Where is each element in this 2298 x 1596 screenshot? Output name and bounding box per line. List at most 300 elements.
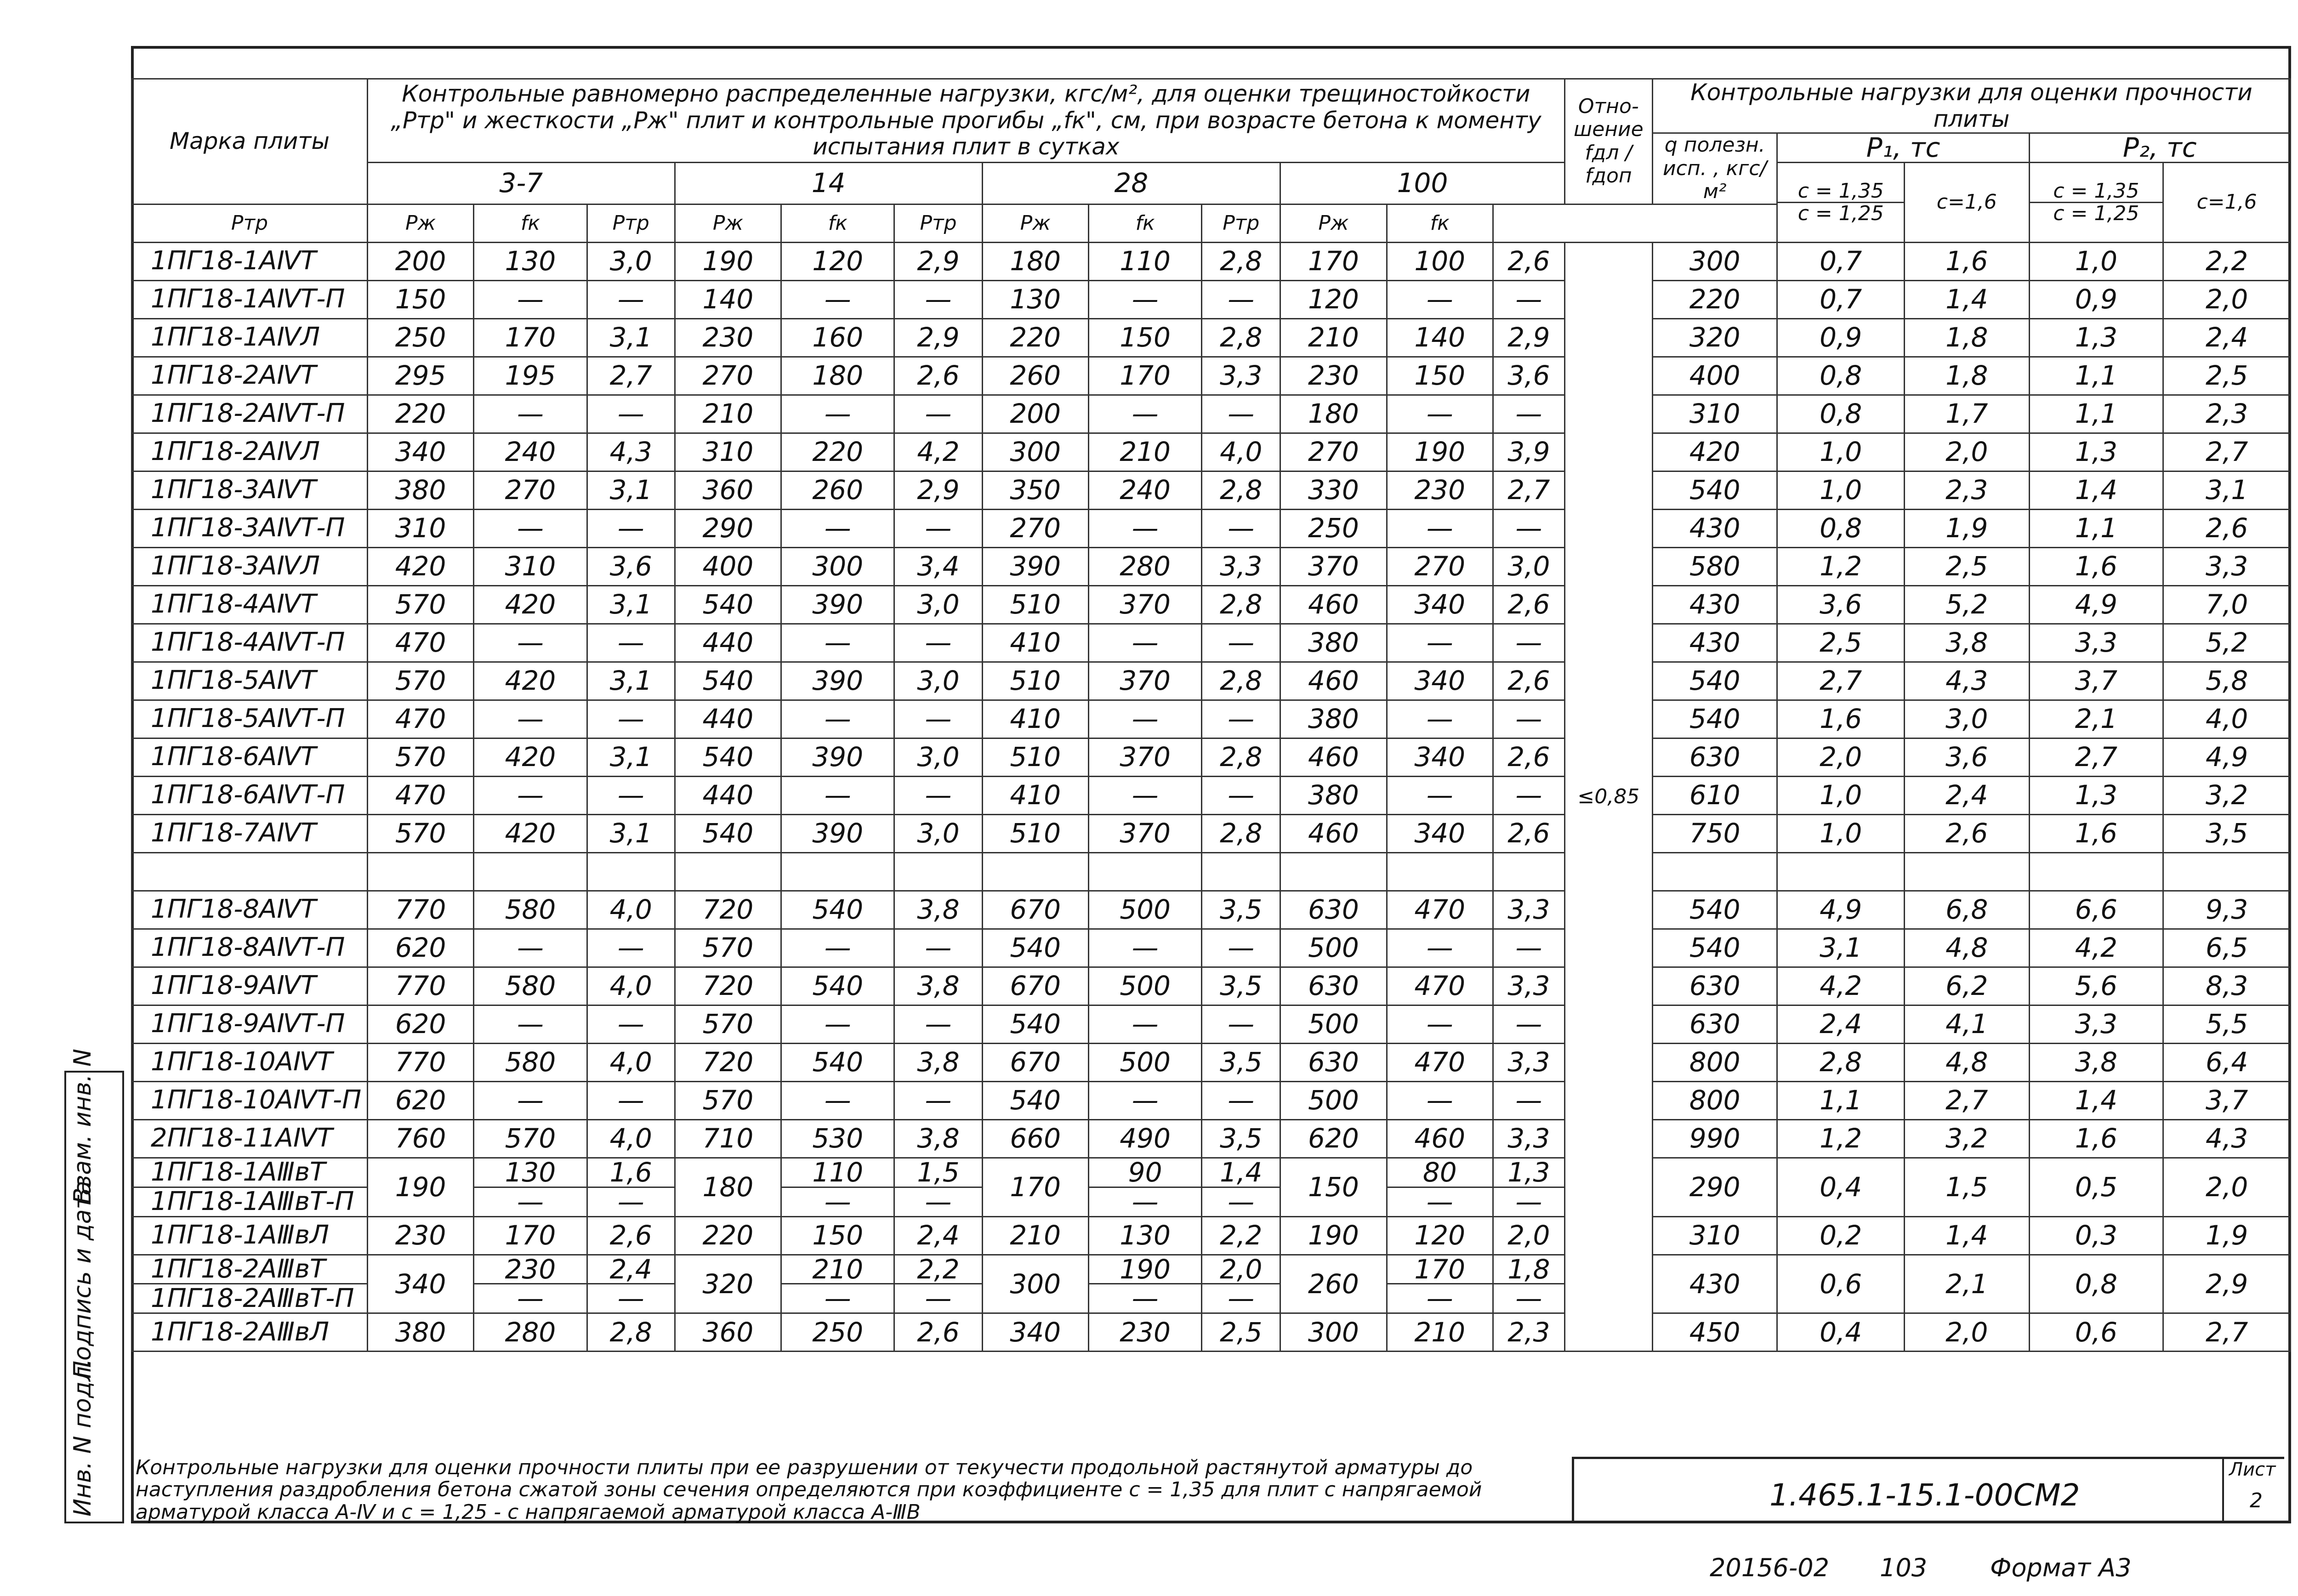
load-value: 180 [781, 357, 894, 395]
load-value: 80 [1387, 1158, 1493, 1187]
load-value [587, 852, 675, 891]
load-value: — [1202, 395, 1280, 433]
table-row [132, 852, 2291, 891]
strength-value: 1,6 [1777, 700, 1905, 738]
load-value: 230 [1088, 1313, 1201, 1352]
header-sub: fк [1387, 204, 1493, 242]
strength-value: 1,6 [2029, 1119, 2163, 1158]
load-value: 370 [1280, 547, 1387, 585]
strength-value: 0,4 [1777, 1313, 1905, 1352]
load-value: 470 [367, 700, 473, 738]
load-value: 370 [1088, 585, 1201, 624]
load-value: 2,9 [894, 471, 982, 509]
load-value: 540 [675, 585, 781, 624]
load-value: 195 [474, 357, 587, 395]
load-value: 310 [367, 509, 473, 547]
plate-mark: 1ПГ18-3АⅣТ-П [132, 509, 368, 547]
load-value: — [894, 509, 982, 547]
load-value: 3,8 [894, 891, 982, 929]
strength-value: 1,0 [1777, 433, 1905, 471]
strength-value: 5,2 [2163, 624, 2291, 662]
load-value: 3,5 [1202, 1119, 1280, 1158]
load-value: 2,6 [1493, 738, 1564, 776]
load-value: 150 [1280, 1158, 1387, 1216]
load-value: — [781, 929, 894, 967]
load-value: 2,6 [1493, 242, 1564, 280]
header-loads: Контрольные равномерно распределенные нагрузки, кгс/м², для оценки трещиностойкости „Pтр" и жесткости „Pж" плит и контрольные прогибы „fк", см, при возрасте бетона к моменту испытания плит в сутках [367, 79, 1564, 163]
load-value: 500 [1088, 1043, 1201, 1081]
load-value: 440 [675, 776, 781, 814]
load-value: 570 [474, 1119, 587, 1158]
load-value: — [894, 395, 982, 433]
load-value: 3,3 [1493, 891, 1564, 929]
plate-mark: 1ПГ18-9АⅣТ [132, 967, 368, 1005]
strength-value: 4,1 [1905, 1005, 2030, 1043]
load-value: 2,6 [1493, 814, 1564, 852]
load-value: — [781, 1005, 894, 1043]
load-value: 410 [982, 700, 1088, 738]
load-value: 220 [982, 318, 1088, 357]
header-c16-p2: с=1,6 [2163, 162, 2291, 242]
q-value: 220 [1652, 280, 1777, 318]
load-value: 770 [367, 967, 473, 1005]
strength-value: 1,3 [2029, 318, 2163, 357]
strength-value: 1,4 [1905, 280, 2030, 318]
q-value: 290 [1652, 1158, 1777, 1216]
load-value [367, 852, 473, 891]
load-value: — [1387, 509, 1493, 547]
dash-cell: — [1493, 1187, 1564, 1216]
load-value: 240 [1088, 471, 1201, 509]
bottom-number: 103 [1880, 1553, 1928, 1582]
load-value: 130 [474, 1158, 587, 1187]
load-value: 2,8 [1202, 318, 1280, 357]
load-value: — [474, 700, 587, 738]
load-value: 200 [982, 395, 1088, 433]
q-value: 580 [1652, 547, 1777, 585]
strength-value: 1,0 [1777, 814, 1905, 852]
load-value: 460 [1387, 1119, 1493, 1158]
load-value: 3,6 [587, 547, 675, 585]
table-row [132, 585, 2291, 624]
header-sub: Pтр [894, 204, 982, 242]
load-value: 340 [1387, 662, 1493, 700]
dash-cell: — [1088, 1284, 1201, 1313]
table-row [132, 280, 2291, 318]
load-value: 340 [367, 433, 473, 471]
strength-value: 2,7 [1777, 662, 1905, 700]
strength-value: 1,3 [2029, 433, 2163, 471]
dash-cell: — [474, 1187, 587, 1216]
load-value: — [781, 624, 894, 662]
strength-value: 1,6 [1905, 242, 2030, 280]
load-value: 770 [367, 891, 473, 929]
table-row [132, 509, 2291, 547]
plate-mark: 1ПГ18-1АⅢвЛ [132, 1216, 368, 1255]
plate-mark: 1ПГ18-8АⅣТ [132, 891, 368, 929]
strength-value: 2,7 [2163, 1313, 2291, 1352]
load-value: 2,3 [1493, 1313, 1564, 1352]
load-value: 230 [675, 318, 781, 357]
dash-cell: — [894, 1187, 982, 1216]
strength-value [2163, 852, 2291, 891]
strength-value: 1,8 [1905, 318, 2030, 357]
load-value: 540 [675, 662, 781, 700]
strength-value: 1,6 [2029, 547, 2163, 585]
load-value: 2,8 [1202, 662, 1280, 700]
load-value: 3,0 [894, 585, 982, 624]
plate-mark: 1ПГ18-10АⅣТ [132, 1043, 368, 1081]
strength-value: 4,9 [2029, 585, 2163, 624]
table-row [132, 547, 2291, 585]
strength-value: 3,8 [2029, 1043, 2163, 1081]
strength-value [2029, 852, 2163, 891]
dash-cell: — [781, 1187, 894, 1216]
plate-mark: 1ПГ18-2АⅢвТ-П [132, 1284, 368, 1313]
load-value: — [1493, 624, 1564, 662]
load-value: 240 [474, 433, 587, 471]
q-value: 310 [1652, 1216, 1777, 1255]
strength-value: 0,4 [1777, 1158, 1905, 1216]
load-value: 510 [982, 814, 1088, 852]
load-value: — [587, 1081, 675, 1119]
load-value: 620 [367, 1081, 473, 1119]
load-value: — [1493, 700, 1564, 738]
header-c16-p1: с=1,6 [1905, 162, 2030, 242]
load-value: 110 [781, 1158, 894, 1187]
load-value: 540 [675, 814, 781, 852]
load-value: 3,8 [894, 1043, 982, 1081]
load-value: 170 [1088, 357, 1201, 395]
strength-value: 1,9 [1905, 509, 2030, 547]
load-value: — [1493, 1081, 1564, 1119]
strength-value: 2,0 [1905, 433, 2030, 471]
plate-mark: 1ПГ18-4АⅣТ-П [132, 624, 368, 662]
load-value: — [1202, 1081, 1280, 1119]
load-value: 140 [1387, 318, 1493, 357]
footnote: Контрольные нагрузки для оценки прочности плиты при ее разрушении от текучести продольной растянутой арматуры до наступления раздробления бетона сжатой зоны сечения определяются при коэффициенте с = 1,35 для плит с напрягаемой арматурой класса А-Ⅳ и с = 1,25 - с напрягаемой арматурой класса А-ⅢВ [136, 1456, 1482, 1524]
load-value: 3,8 [894, 967, 982, 1005]
plate-mark: 1ПГ18-2АⅣТ [132, 357, 368, 395]
strength-value: 5,6 [2029, 967, 2163, 1005]
load-value: 340 [982, 1313, 1088, 1352]
load-value: 150 [1088, 318, 1201, 357]
load-value: 3,3 [1493, 1043, 1564, 1081]
load-value: 3,0 [587, 242, 675, 280]
load-value: 420 [367, 547, 473, 585]
plate-mark: 1ПГ18-1АⅣЛ [132, 318, 368, 357]
strength-value: 1,4 [2029, 1081, 2163, 1119]
strength-value: 3,2 [1905, 1119, 2030, 1158]
load-value: 4,3 [587, 433, 675, 471]
load-value: — [1387, 1081, 1493, 1119]
load-value: 420 [474, 585, 587, 624]
load-value: 670 [982, 967, 1088, 1005]
strength-value: 0,5 [2029, 1158, 2163, 1216]
load-value: 570 [367, 738, 473, 776]
strength-value: 2,5 [2163, 357, 2291, 395]
load-value: — [1088, 395, 1201, 433]
load-value: 2,9 [894, 318, 982, 357]
load-value: 400 [675, 547, 781, 585]
deflection-value: 1,6 [587, 1158, 675, 1187]
bottom-format: Формат А3 [1990, 1553, 2132, 1582]
strength-value: 0,2 [1777, 1216, 1905, 1255]
load-value: — [894, 280, 982, 318]
c135-label: с = 1,35 [2053, 179, 2139, 203]
load-value: 2,0 [1493, 1216, 1564, 1255]
strength-value: 3,7 [2163, 1081, 2291, 1119]
load-value: 2,8 [1202, 242, 1280, 280]
load-value: — [1387, 776, 1493, 814]
load-value: 290 [675, 509, 781, 547]
strength-value: 2,0 [2163, 1158, 2291, 1216]
table-row [132, 662, 2291, 700]
q-value: 540 [1652, 471, 1777, 509]
load-value: 3,1 [587, 318, 675, 357]
deflection-value: 1,8 [1493, 1255, 1564, 1284]
load-value: 570 [675, 1081, 781, 1119]
sheet-number: 2 [2250, 1489, 2263, 1512]
strength-value: 1,0 [2029, 242, 2163, 280]
load-value: 3,3 [1493, 1119, 1564, 1158]
load-value: 3,0 [894, 738, 982, 776]
c125-label: с = 1,25 [1778, 202, 1904, 224]
load-value: 630 [1280, 891, 1387, 929]
load-value: 210 [781, 1255, 894, 1284]
load-value: 2,5 [1202, 1313, 1280, 1352]
loads-table [131, 78, 2291, 1352]
load-value: 300 [982, 1255, 1088, 1313]
load-value: 370 [1088, 814, 1201, 852]
load-value: 280 [474, 1313, 587, 1352]
load-value: 620 [367, 929, 473, 967]
table-row [132, 624, 2291, 662]
q-value: 320 [1652, 318, 1777, 357]
load-value: — [1387, 929, 1493, 967]
load-value: 330 [1280, 471, 1387, 509]
side-label-replace: Взам. инв. N [69, 1049, 97, 1204]
strength-value: 3,6 [1777, 585, 1905, 624]
load-value: 170 [1280, 242, 1387, 280]
load-value: 190 [675, 242, 781, 280]
table-row [132, 891, 2291, 929]
load-value: 390 [781, 814, 894, 852]
load-value: 630 [1280, 1043, 1387, 1081]
load-value: 210 [1088, 433, 1201, 471]
load-value: — [894, 776, 982, 814]
load-value: 530 [781, 1119, 894, 1158]
load-value: 720 [675, 967, 781, 1005]
load-value: — [587, 929, 675, 967]
load-value: — [474, 1081, 587, 1119]
table-row [132, 318, 2291, 357]
load-value: 580 [474, 1043, 587, 1081]
load-value: 460 [1280, 585, 1387, 624]
strength-value: 2,3 [2163, 395, 2291, 433]
strength-value: 0,3 [2029, 1216, 2163, 1255]
load-value: 420 [474, 662, 587, 700]
strength-value: 1,7 [1905, 395, 2030, 433]
q-value: 430 [1652, 509, 1777, 547]
load-value: — [781, 509, 894, 547]
strength-value: 1,2 [1777, 547, 1905, 585]
load-value: — [474, 280, 587, 318]
load-value: 540 [781, 891, 894, 929]
strength-value: 1,4 [1905, 1216, 2030, 1255]
load-value: 150 [781, 1216, 894, 1255]
load-value [781, 852, 894, 891]
header-q: q полезн. исп. , кгс/м² [1652, 133, 1777, 204]
load-value: 2,9 [1493, 318, 1564, 357]
bottom-code: 20156-02 [1710, 1553, 1829, 1582]
header-age: 100 [1280, 162, 1565, 204]
load-value: 300 [781, 547, 894, 585]
load-value: 350 [982, 471, 1088, 509]
deflection-value: 2,0 [1202, 1255, 1280, 1284]
load-value: 500 [1088, 967, 1201, 1005]
load-value: 570 [675, 929, 781, 967]
load-value: — [1088, 624, 1201, 662]
load-value: 510 [982, 738, 1088, 776]
load-value: 170 [982, 1158, 1088, 1216]
header-sub: fк [1088, 204, 1201, 242]
load-value: 110 [1088, 242, 1201, 280]
deflection-value: 1,4 [1202, 1158, 1280, 1187]
strength-value: 2,4 [1777, 1005, 1905, 1043]
load-value: — [474, 395, 587, 433]
load-value: 2,8 [1202, 471, 1280, 509]
load-value: — [894, 1005, 982, 1043]
strength-value: 0,9 [1777, 318, 1905, 357]
table-row [132, 700, 2291, 738]
load-value: 2,6 [894, 1313, 982, 1352]
load-value: 210 [675, 395, 781, 433]
strength-value: 2,8 [1777, 1043, 1905, 1081]
load-value: 710 [675, 1119, 781, 1158]
load-value: — [474, 929, 587, 967]
strength-value: 2,7 [2163, 433, 2291, 471]
load-value: 760 [367, 1119, 473, 1158]
table-row [132, 242, 2291, 280]
load-value: 3,9 [1493, 433, 1564, 471]
load-value: 620 [1280, 1119, 1387, 1158]
table-row [132, 1119, 2291, 1158]
document-code: 1.465.1-15.1-00СМ2 [1769, 1477, 2080, 1513]
load-value: 280 [1088, 547, 1201, 585]
load-value: 220 [367, 395, 473, 433]
strength-value: 5,8 [2163, 662, 2291, 700]
table-row [132, 776, 2291, 814]
load-value: 300 [982, 433, 1088, 471]
load-value: 410 [982, 624, 1088, 662]
load-value: — [1202, 1005, 1280, 1043]
dash-cell: — [587, 1187, 675, 1216]
load-value: 500 [1280, 1081, 1387, 1119]
strength-value: 0,8 [2029, 1255, 2163, 1313]
load-value: 470 [1387, 967, 1493, 1005]
load-value: — [1202, 509, 1280, 547]
plate-mark: 1ПГ18-1АⅣТ [132, 242, 368, 280]
table-row [132, 1043, 2291, 1081]
load-value: 295 [367, 357, 473, 395]
load-value: 140 [675, 280, 781, 318]
header-sub: Pтр [132, 204, 368, 242]
sheet-label: Лист [2229, 1459, 2276, 1480]
load-value: — [1387, 395, 1493, 433]
plate-mark: 1ПГ18-3АⅣТ [132, 471, 368, 509]
load-value: 580 [474, 967, 587, 1005]
load-value: 210 [1280, 318, 1387, 357]
load-value: — [894, 929, 982, 967]
load-value: — [1088, 509, 1201, 547]
side-label-signature: Подпись и дата [69, 1181, 97, 1379]
plate-mark: 1ПГ18-5АⅣТ-П [132, 700, 368, 738]
load-value: 3,4 [894, 547, 982, 585]
plate-mark: 1ПГ18-2АⅢвЛ [132, 1313, 368, 1352]
q-value: 540 [1652, 891, 1777, 929]
load-value: 190 [1280, 1216, 1387, 1255]
load-value: 390 [781, 585, 894, 624]
load-value: 630 [1280, 967, 1387, 1005]
load-value: 500 [1280, 1005, 1387, 1043]
load-value: 180 [1280, 395, 1387, 433]
header-age: 14 [675, 162, 982, 204]
header-sub: Pж [367, 204, 473, 242]
table-row [132, 967, 2291, 1005]
load-value: 490 [1088, 1119, 1201, 1158]
strength-value: 3,3 [2163, 547, 2291, 585]
header-age: 3-7 [367, 162, 675, 204]
q-value: 800 [1652, 1043, 1777, 1081]
load-value: 380 [367, 1313, 473, 1352]
strength-value: 1,0 [1777, 776, 1905, 814]
q-value: 540 [1652, 929, 1777, 967]
strength-value: 4,8 [1905, 1043, 2030, 1081]
load-value: 3,0 [894, 814, 982, 852]
load-value: 2,6 [587, 1216, 675, 1255]
load-value: 190 [1088, 1255, 1201, 1284]
q-value: 630 [1652, 738, 1777, 776]
table-row [132, 357, 2291, 395]
plate-mark: 1ПГ18-3АⅣЛ [132, 547, 368, 585]
load-value: 2,6 [894, 357, 982, 395]
q-value: 610 [1652, 776, 1777, 814]
strength-value: 3,1 [2163, 471, 2291, 509]
strength-value: 4,2 [1777, 967, 1905, 1005]
c125-label: с = 1,25 [2030, 202, 2163, 224]
strength-value: 1,4 [2029, 471, 2163, 509]
load-value: 190 [367, 1158, 473, 1216]
strength-value: 3,7 [2029, 662, 2163, 700]
table-row [132, 395, 2291, 433]
load-value: — [1202, 929, 1280, 967]
load-value: — [894, 1081, 982, 1119]
load-value: — [474, 776, 587, 814]
load-value: — [587, 776, 675, 814]
strength-value: 1,2 [1777, 1119, 1905, 1158]
load-value: 320 [675, 1255, 781, 1313]
load-value: 3,1 [587, 585, 675, 624]
load-value: 380 [1280, 624, 1387, 662]
load-value: — [1493, 1005, 1564, 1043]
header-age: 28 [982, 162, 1280, 204]
load-value: 250 [367, 318, 473, 357]
load-value: 390 [781, 738, 894, 776]
strength-value: 7,0 [2163, 585, 2291, 624]
load-value: — [1387, 280, 1493, 318]
load-value: 470 [1387, 891, 1493, 929]
